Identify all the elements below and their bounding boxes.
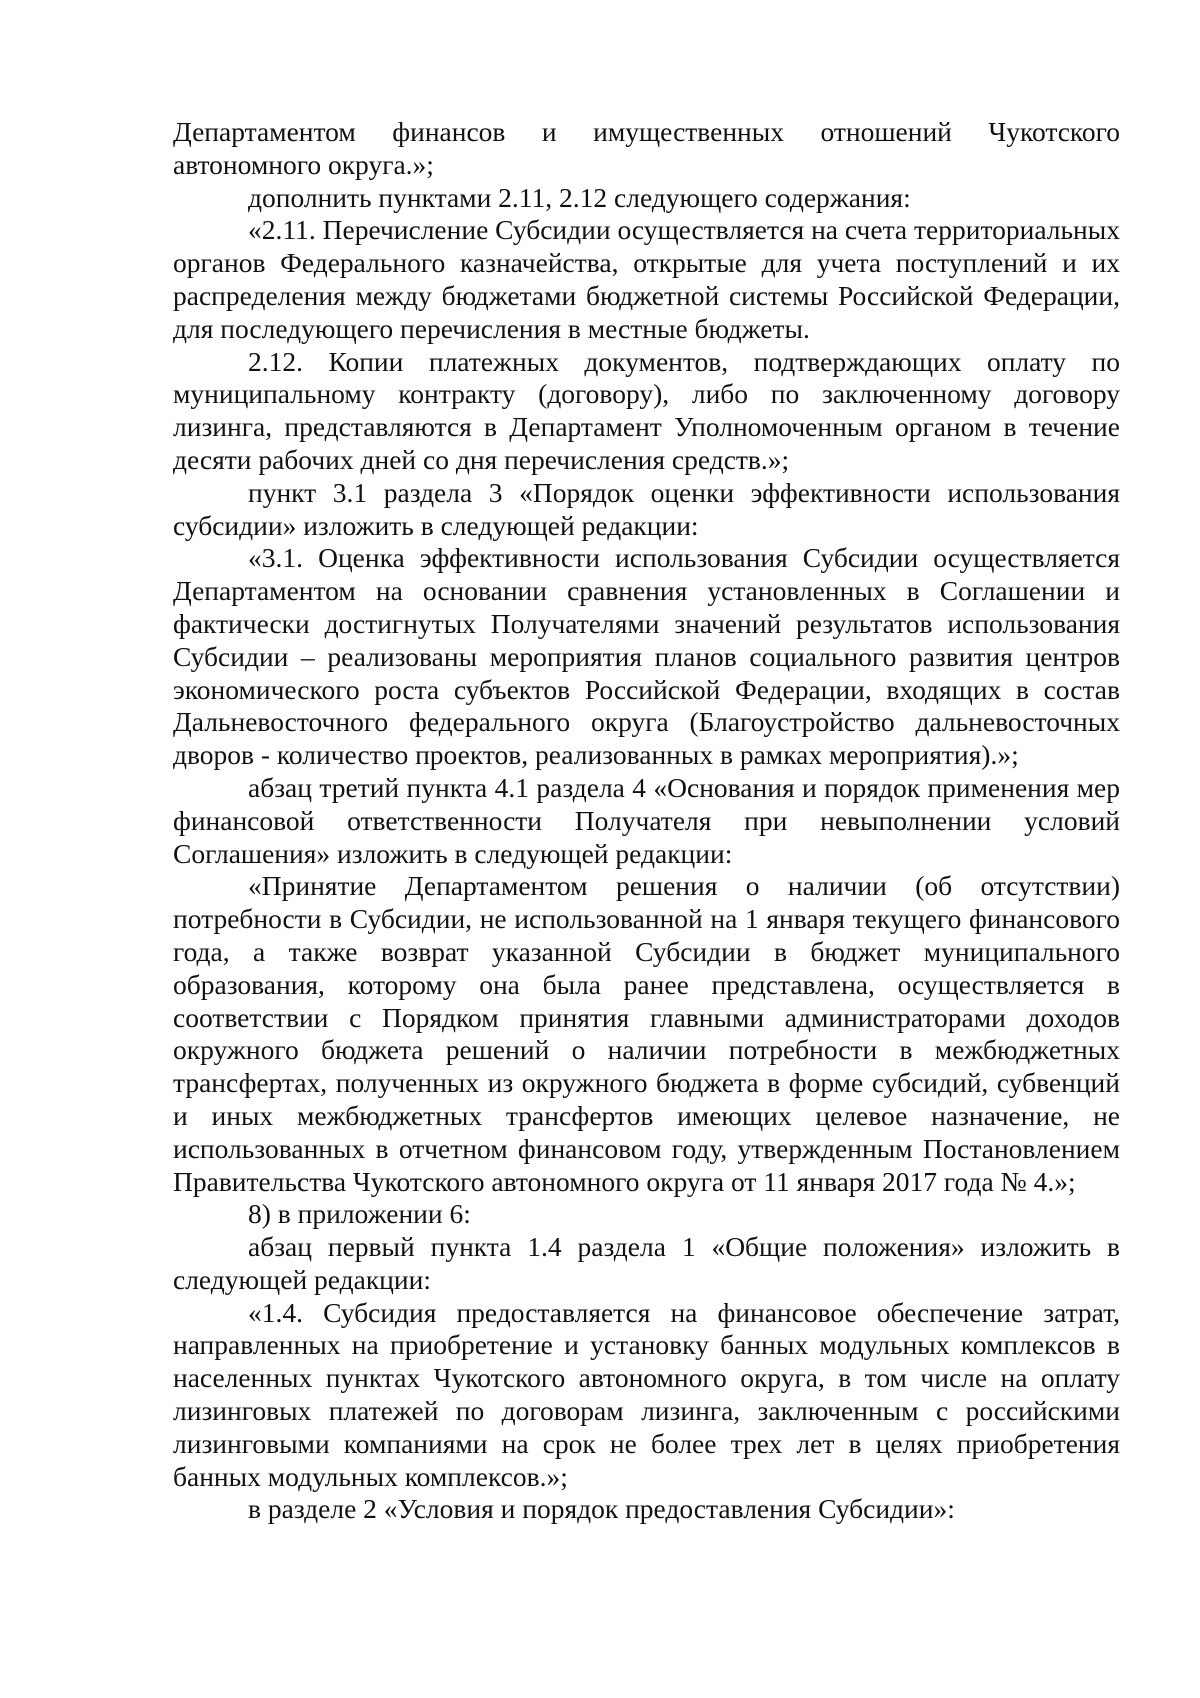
paragraph-3: «2.11. Перечисление Субсидии осуществляется на счета территориальных органов Федерального казначейства, открытые для учета поступлений и их распределения между бюджетами бюджетной системы Российской Федерации, для последующего перечисления в местные бюджеты. bbox=[173, 214, 1120, 344]
paragraph-4: 2.12. Копии платежных документов, подтверждающих оплату по муниципальному контракту (договору), либо по заключенному договору лизинга, представляются в Департамент Уполномоченным органом в течение десяти рабочих дней со дня перечисления средств.»; bbox=[173, 345, 1120, 475]
paragraph-1: Департаментом финансов и имущественных отношений Чукотского автономного округа.»; bbox=[173, 116, 1120, 180]
paragraph-5: пункт 3.1 раздела 3 «Порядок оценки эффективности использования субсидии» изложить в следующей редакции: bbox=[173, 476, 1120, 541]
document-page bbox=[173, 116, 1120, 1526]
paragraph-12: в разделе 2 «Условия и порядок предоставления Субсидии»: bbox=[248, 1493, 955, 1525]
paragraph-8: «Принятие Департаментом решения о наличии (об отсутствии) потребности в Субсидии, не использованной на 1 января текущего финансового года, а также возврат указанной Субсидии в бюджет муниципального образования, которому она была ранее представлена, осуществляется в соответствии с Порядком принятия главными администраторами доходов окружного бюджета решений о наличии потребности в межбюджетных трансфертах, полученных из окружного бюджета в форме субсидий, субвенций и иных межбюджетных трансфертов имеющих целевое назначение, не использованных в отчетном финансовом году, утвержденным Постановлением Правительства Чукотского автономного округа от 11 января 2017 года № 4.»; bbox=[173, 870, 1120, 1197]
paragraph-11: «1.4. Субсидия предоставляется на финансовое обеспечение затрат, направленных на приобретение и установку банных модульных комплексов в населенных пунктах Чукотского автономного округа, в том числе на оплату лизинговых платежей по договорам лизинга, заключенным с российскими лизинговыми компаниями на срок не более трех лет в целях приобретения банных модульных комплексов.»; bbox=[173, 1296, 1120, 1492]
paragraph-9: 8) в приложении 6: bbox=[248, 1198, 471, 1230]
paragraph-7: абзац третий пункта 4.1 раздела 4 «Основания и порядок применения мер финансовой ответственности Получателя при невыполнении условий Соглашения» изложить в следующей редакции: bbox=[173, 771, 1120, 869]
paragraph-6: «3.1. Оценка эффективности использования Субсидии осуществляется Департаментом на основании сравнения установленных в Соглашении и фактически достигнутых Получателями значений результатов использования Субсидии – реализованы мероприятия планов социального развития центров экономического роста субъектов Российской Федерации, входящих в состав Дальневосточного федерального округа (Благоустройство дальневосточных дворов - количество проектов, реализованных в рамках мероприятия).»; bbox=[173, 542, 1120, 771]
paragraph-2: дополнить пунктами 2.11, 2.12 следующего содержания: bbox=[248, 181, 911, 213]
paragraph-10: абзац первый пункта 1.4 раздела 1 «Общие положения» изложить в следующей редакции: bbox=[173, 1231, 1120, 1295]
